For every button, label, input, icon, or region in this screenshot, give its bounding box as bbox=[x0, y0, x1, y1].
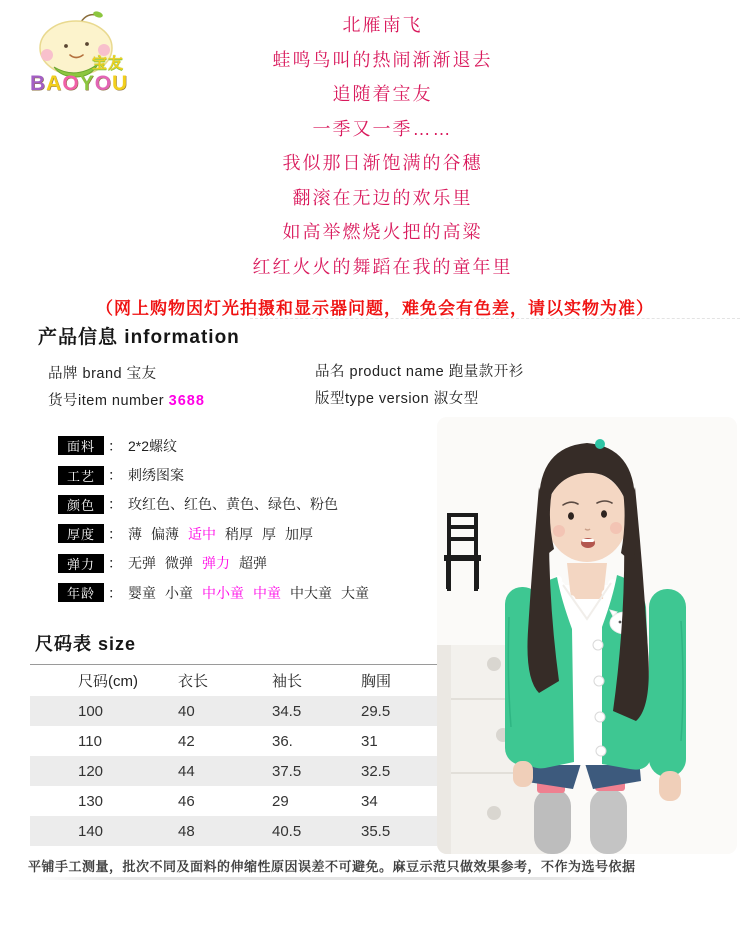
logo-letter: O bbox=[62, 72, 80, 95]
brand-value: 宝友 bbox=[126, 366, 157, 382]
attribute-option: 弹力 bbox=[202, 555, 230, 572]
size-table-cell: 32.5 bbox=[361, 762, 391, 780]
size-table-cell: 40.5 bbox=[272, 822, 302, 840]
color-difference-notice: （网上购物因灯光拍摄和显示器问题，难免会有色差，请以实物为准） bbox=[96, 299, 654, 318]
size-table-cell: 130 bbox=[78, 792, 104, 810]
attribute-row bbox=[58, 519, 428, 548]
attribute-colon: ： bbox=[108, 467, 122, 484]
attribute-option: 厚 bbox=[262, 525, 276, 542]
product-info-title bbox=[38, 322, 240, 349]
size-table-cell: 29.5 bbox=[361, 702, 391, 720]
size-table-header-cell: 袖长 bbox=[272, 673, 303, 690]
poem-line: 蛙鸣鸟叫的热闹渐渐退去 bbox=[272, 49, 493, 70]
model-photo-illustration bbox=[437, 417, 737, 854]
poem-line: 如高举燃烧火把的高粱 bbox=[282, 222, 483, 242]
attribute-option: 中童 bbox=[253, 584, 281, 601]
attribute-option: 婴童 bbox=[128, 584, 156, 601]
size-table-title-cn: 尺码表 bbox=[35, 634, 92, 654]
size-table-cell: 40 bbox=[178, 702, 195, 720]
attribute-option: 中小童 bbox=[202, 584, 244, 601]
product-name-value: 跑量款开衫 bbox=[448, 364, 524, 380]
attribute-row bbox=[58, 490, 428, 519]
size-table-header-cell: 尺码(cm) bbox=[78, 673, 138, 690]
logo-letter: U bbox=[112, 72, 129, 95]
measurement-footnote: 平铺手工测量，批次不同及面料的伸缩性原因误差不可避免。麻豆示范只做效果参考，不作为选号依据 bbox=[28, 859, 636, 874]
size-table-header-cell: 胸围 bbox=[361, 673, 392, 690]
attribute-label: 年龄 bbox=[58, 583, 104, 602]
size-table-header-row bbox=[30, 665, 437, 696]
divider bbox=[35, 877, 635, 880]
poem-line: 追随着宝友 bbox=[332, 84, 433, 104]
attribute-option: 大童 bbox=[341, 584, 369, 601]
size-table-cell: 44 bbox=[178, 762, 195, 780]
brand-row bbox=[48, 362, 157, 383]
size-table-cell: 42 bbox=[178, 732, 195, 750]
logo-letter: A bbox=[46, 72, 63, 95]
attribute-label: 颜色 bbox=[58, 495, 104, 514]
item-number-label: 货号item number bbox=[48, 393, 165, 409]
poem-line: 红红火火的舞蹈在我的童年里 bbox=[252, 256, 513, 277]
product-info-title-cn: 产品信息 bbox=[38, 327, 119, 348]
attribute-option: 加厚 bbox=[285, 525, 313, 542]
attribute-colon: ： bbox=[108, 525, 122, 542]
attribute-colon: ： bbox=[108, 584, 122, 601]
logo-letter: B bbox=[30, 72, 47, 95]
attribute-option: 适中 bbox=[188, 525, 216, 542]
item-number-value: 3688 bbox=[168, 393, 205, 409]
attribute-option: 2*2螺纹 bbox=[128, 437, 178, 454]
attribute-list bbox=[58, 431, 428, 607]
attribute-row bbox=[58, 431, 428, 460]
poem-line: 北雁南飞 bbox=[342, 15, 423, 35]
size-table-cell: 100 bbox=[78, 702, 104, 720]
product-info-title-en: information bbox=[124, 327, 240, 348]
poem-line: 我似那日渐饱满的谷穗 bbox=[282, 153, 483, 173]
attribute-option: 偏薄 bbox=[151, 525, 179, 542]
size-table-title bbox=[35, 630, 136, 656]
size-table-cell: 110 bbox=[78, 732, 102, 750]
type-version-row bbox=[315, 387, 479, 408]
size-table-cell: 120 bbox=[78, 762, 104, 780]
brand-label: 品牌 brand bbox=[48, 366, 123, 382]
size-table-cell: 34.5 bbox=[272, 702, 302, 720]
size-table-row bbox=[30, 756, 437, 786]
logo-cn-text: 宝友 bbox=[92, 55, 125, 72]
size-table-cell: 37.5 bbox=[272, 762, 302, 780]
size-table-header-cell: 衣长 bbox=[178, 673, 209, 690]
item-number-row bbox=[48, 389, 205, 410]
attribute-option: 稍厚 bbox=[225, 525, 253, 542]
size-table-cell: 34 bbox=[361, 792, 378, 810]
attribute-option: 无弹 bbox=[128, 555, 156, 572]
size-table-row bbox=[30, 696, 437, 726]
attribute-colon: ： bbox=[108, 555, 122, 572]
attribute-row bbox=[58, 549, 428, 578]
attribute-option: 中大童 bbox=[290, 584, 332, 601]
type-version-value: 淑女型 bbox=[433, 391, 479, 407]
size-table-title-en: size bbox=[98, 634, 137, 654]
size-table-cell: 36. bbox=[272, 732, 293, 750]
size-table-row bbox=[30, 816, 437, 846]
attribute-colon: ： bbox=[108, 437, 122, 454]
model-photo bbox=[437, 417, 737, 854]
attribute-option: 超弹 bbox=[239, 555, 267, 572]
attribute-label: 厚度 bbox=[58, 524, 104, 543]
attribute-colon: ： bbox=[108, 496, 122, 513]
size-table-cell: 31 bbox=[361, 732, 378, 750]
attribute-option: 玫红色、红色、黄色、绿色、粉色 bbox=[128, 496, 338, 513]
size-table-row bbox=[30, 726, 437, 756]
poem-line: 一季又一季…… bbox=[312, 118, 453, 139]
size-table-cell: 29 bbox=[272, 792, 289, 810]
poem-block bbox=[15, 8, 750, 284]
size-table-cell: 140 bbox=[78, 822, 104, 840]
size-table-cell: 46 bbox=[178, 792, 195, 810]
attribute-row bbox=[58, 578, 428, 607]
product-name-label: 品名 product name bbox=[315, 364, 445, 380]
size-table-row bbox=[30, 786, 437, 816]
attribute-label: 工艺 bbox=[58, 466, 104, 485]
attribute-label: 面料 bbox=[58, 436, 104, 455]
attribute-option: 小童 bbox=[165, 584, 193, 601]
logo-letter: Y bbox=[79, 72, 95, 95]
attribute-option: 微弹 bbox=[165, 555, 193, 572]
logo-letter: O bbox=[94, 72, 113, 95]
attribute-label: 弹力 bbox=[58, 554, 104, 573]
attribute-row bbox=[58, 460, 428, 489]
size-table-cell: 48 bbox=[178, 822, 195, 840]
attribute-option: 薄 bbox=[128, 525, 142, 542]
poem-line: 翻滚在无边的欢乐里 bbox=[292, 187, 473, 208]
divider bbox=[250, 318, 740, 319]
size-table-cell: 35.5 bbox=[361, 822, 391, 840]
attribute-option: 刺绣图案 bbox=[128, 467, 184, 484]
type-version-label: 版型type version bbox=[315, 391, 430, 407]
product-name-row bbox=[315, 360, 524, 381]
size-table bbox=[30, 664, 437, 846]
